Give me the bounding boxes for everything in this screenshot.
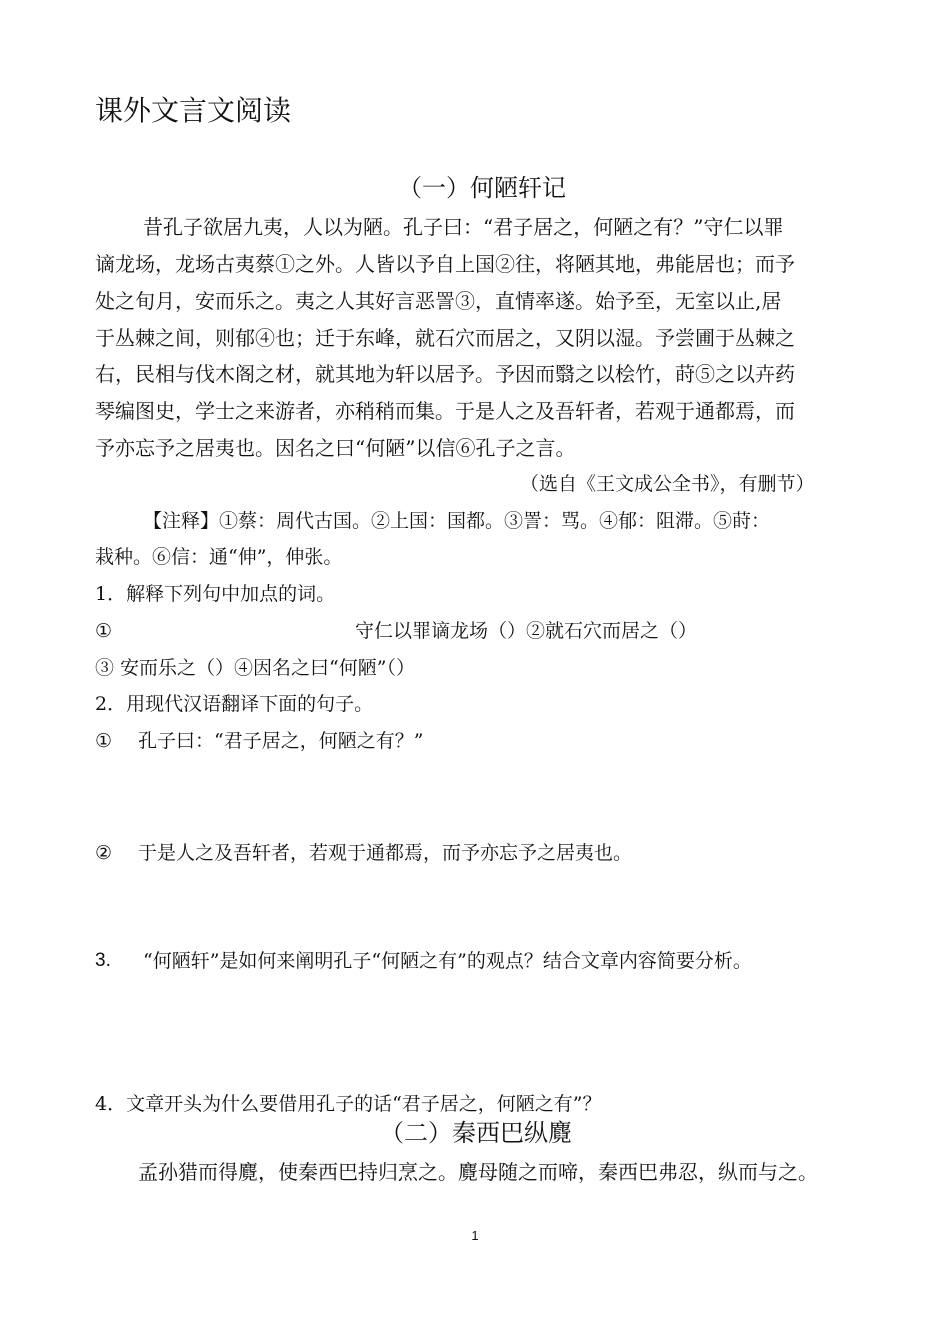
section-2-title: （二）秦西巴纵麑 (380, 1119, 572, 1147)
passage-line: 处之旬月，安而乐之。夷之人其好言恶詈③，直情率遂。始予至，无室以止,居 (95, 289, 782, 313)
passage-line: 昔孔子欲居九夷，人以为陋。孔子曰：“君子居之，何陋之有？”守仁以罪 (143, 215, 784, 239)
annotation-notes: 【注释】①蔡：周代古国。②上国：国都。③詈：骂。④郁：阻滞。⑤莳： (143, 510, 771, 532)
question-2: 2．用现代汉语翻译下面的句子。 (95, 693, 374, 715)
page-number: 1 (471, 1228, 479, 1243)
question-1-items: 守仁以罪谪龙场（）②就石穴而居之（） (355, 620, 698, 642)
document-title: 课外文言文阅读 (95, 94, 292, 127)
question-2-sentence: 于是人之及吾轩者，若观于通都焉，而予亦忘予之居夷也。 (138, 842, 633, 864)
question-1-items: ③ 安而乐之（）④因名之曰“何陋”（） (95, 657, 415, 679)
question-3-number: 3. (95, 950, 111, 971)
passage-line: 于丛棘之间，则郁④也；迁于东峰，就石穴而居之，又阴以湿。予尝圃于丛棘之 (95, 326, 795, 350)
question-1: 1．解释下列句中加点的词。 (95, 583, 336, 605)
question-2-number: ① (95, 730, 113, 752)
question-2-number: ② (95, 842, 113, 864)
passage-line: 琴编图史，学士之来游者，亦稍稍而集。于是人之及吾轩者，若观于通都焉，而 (95, 399, 795, 423)
passage-line: 予亦忘予之居夷也。因名之曰“何陋”以信⑥孔子之言。 (95, 436, 576, 460)
annotation-notes: 栽种。⑥信：通“伸”，伸张。 (95, 546, 343, 568)
question-1-number: ① (95, 620, 113, 642)
passage-line: 右，民相与伐木阁之材，就其地为轩以居予。予因而翳之以桧竹，莳⑤之以卉药 (95, 362, 795, 386)
passage-line: 孟孙猎而得麑，使秦西巴持归烹之。麑母随之而啼，秦西巴弗忍，纵而与之。 (138, 1160, 818, 1184)
source-citation: （选自《王文成公全书》，有删节） (520, 473, 815, 495)
question-4: 4．文章开头为什么要借用孔子的话“君子居之，何陋之有”？ (95, 1093, 602, 1115)
question-2-sentence: 孔子曰：“君子居之，何陋之有？” (138, 730, 424, 752)
passage-line: 谪龙场，龙场古夷蔡①之外。人皆以予自上国②往，将陋其地，弗能居也；而予 (95, 252, 795, 276)
section-1-title: （一）何陋轩记 (398, 174, 566, 202)
question-3: “何陋轩”是如何来阐明孔子“何陋之有”的观点？结合文章内容简要分析。 (143, 950, 752, 972)
